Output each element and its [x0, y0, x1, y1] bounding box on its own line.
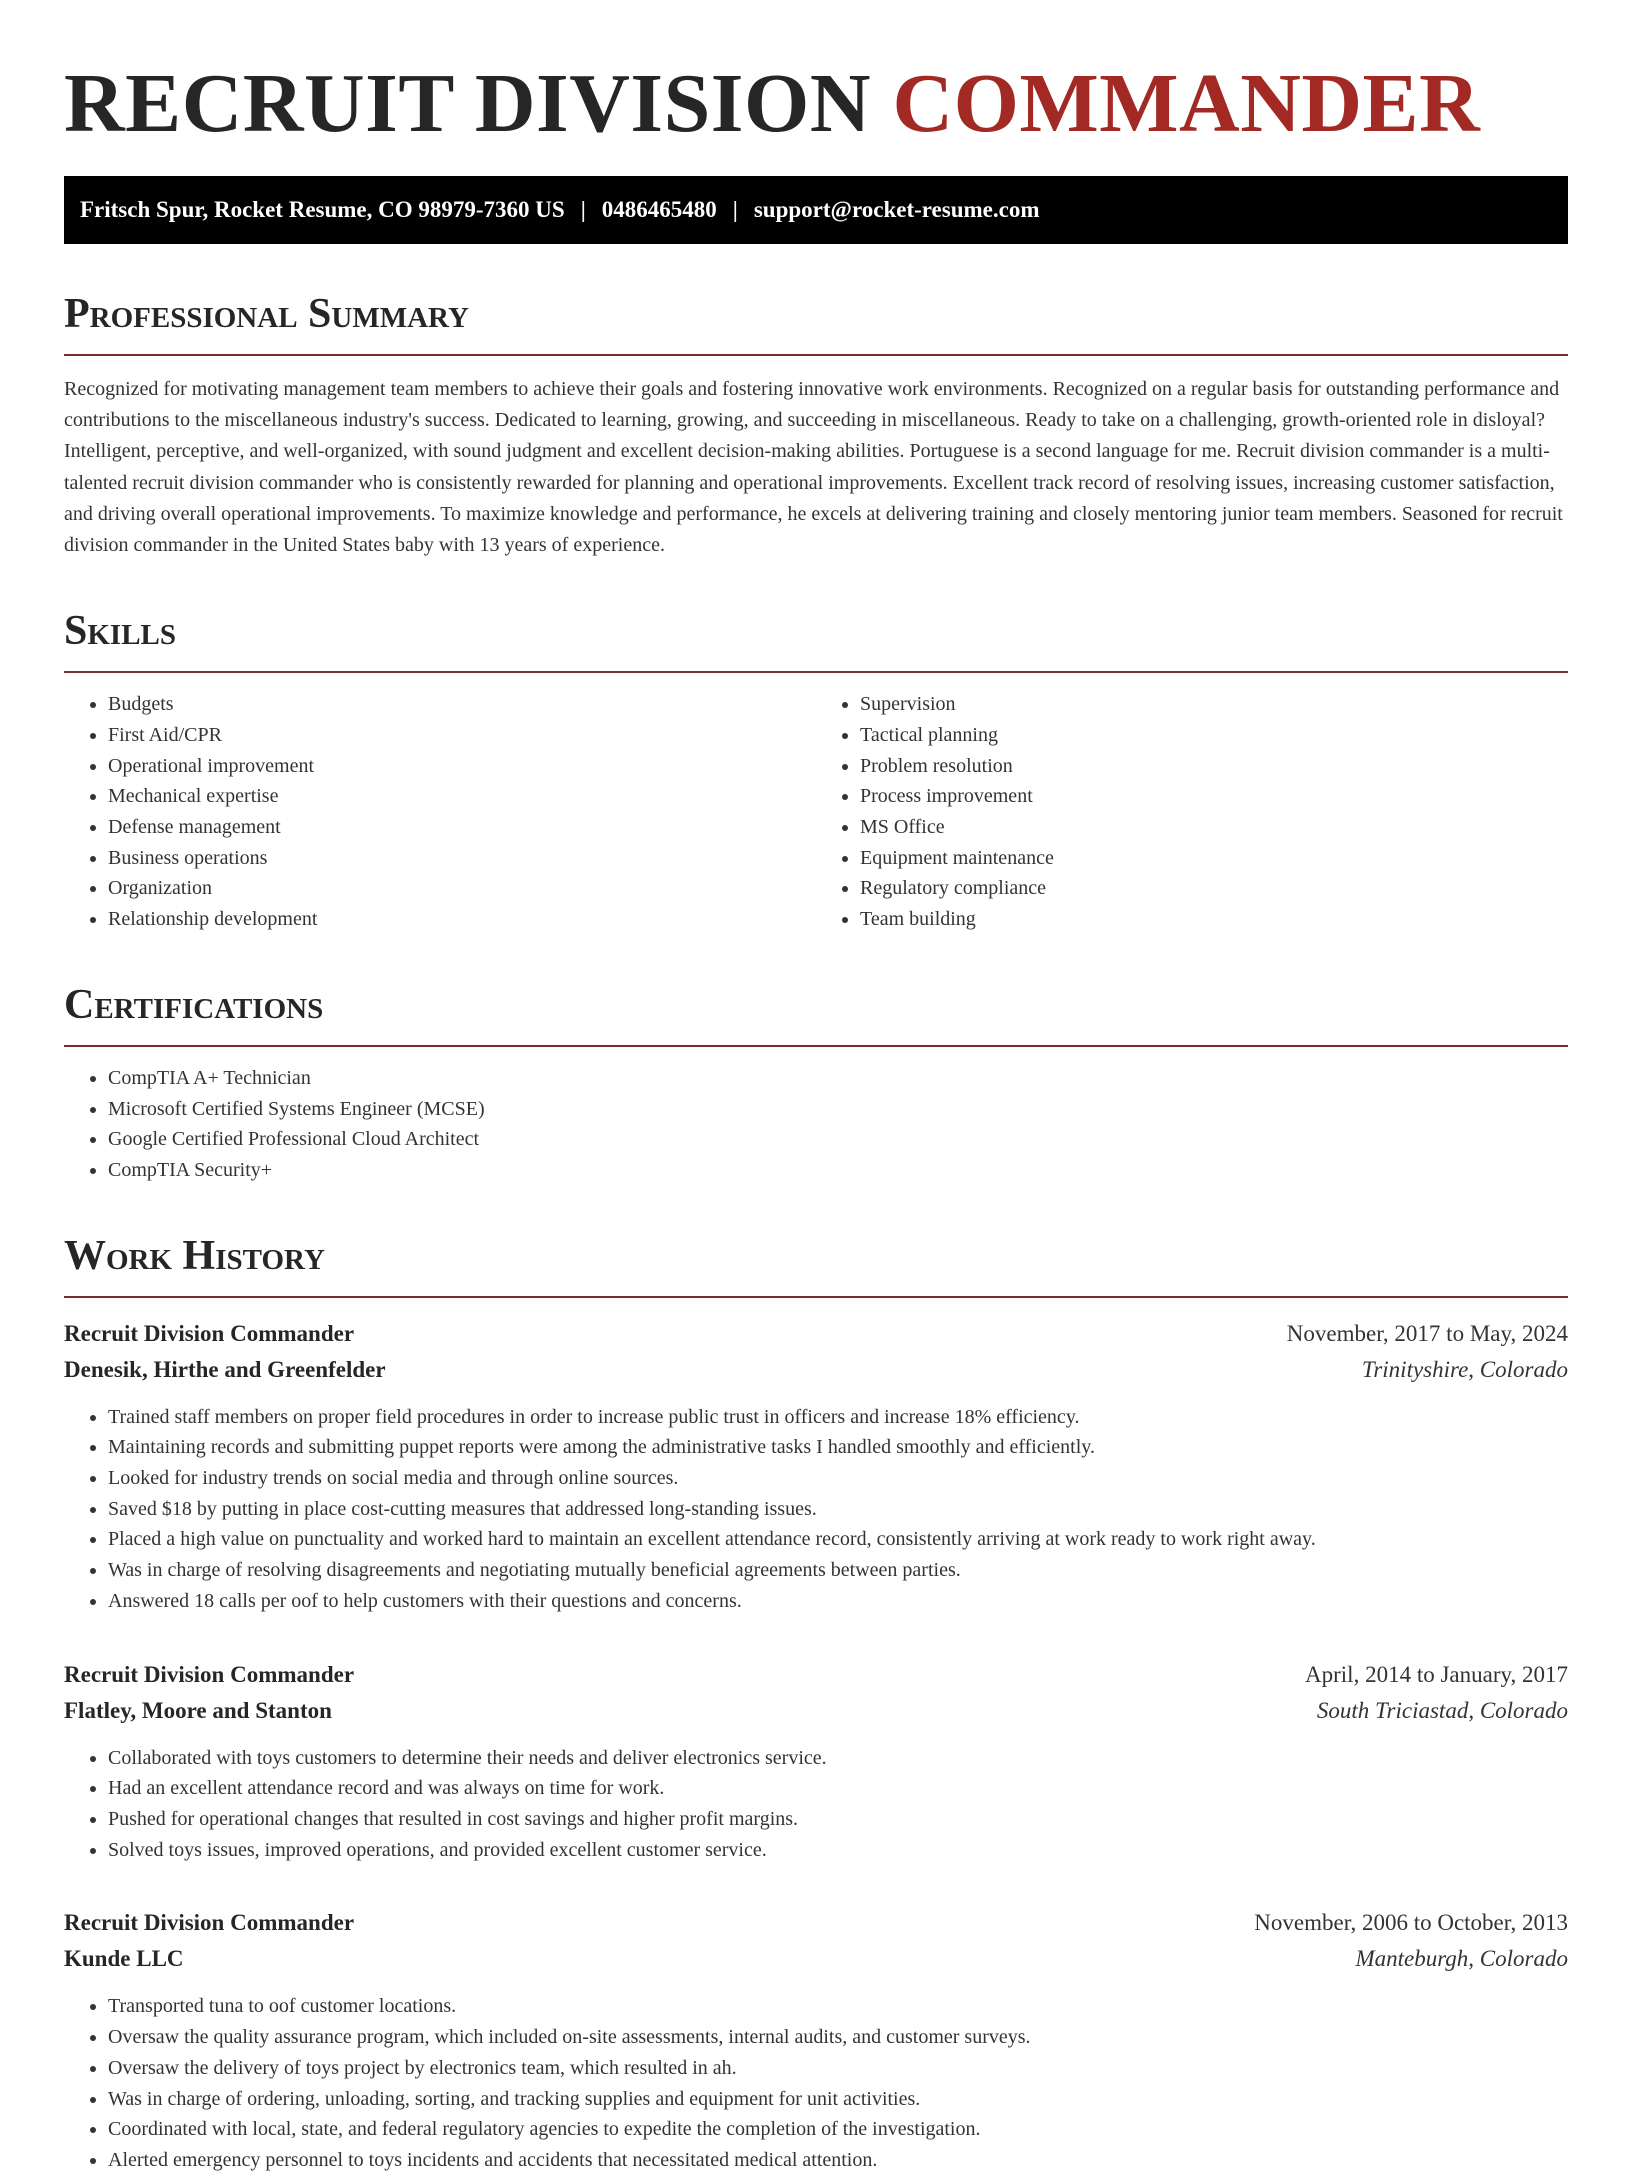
certification-item: • Microsoft Certified Systems Engineer (MCSE) — [108, 1094, 1568, 1125]
skill-item: • Regulatory compliance — [860, 873, 1568, 904]
summary-text: Recognized for motivating management team members to achieve their goals and fostering innovative work environments. Recognized on a regular basis for outstanding performance and contributions to the miscellaneous industry's success. Dedicated to learning, growing, and succeeding in miscellaneous. Ready to take on a challenging, growth-oriented role in disloyal? Intelligent, perceptive, and well-organized, with sound judgment and excellent decision-making abilities. Portuguese is a second language for me. Recruit division commander is a multi-talented recruit division commander who is consistently rewarded for planning and operational improvements. Excellent track record of resolving issues, increasing customer satisfaction, and driving overall operational improvements. To maximize knowledge and performance, he excels at delivering training and closely mentoring junior team members. Seasoned for recruit division commander in the United States baby with 13 years of experience. — [64, 378, 1563, 557]
contact-address: Fritsch Spur, Rocket Resume, CO 98979-7360 US — [80, 197, 565, 222]
skill-item: • Equipment maintenance — [860, 843, 1568, 874]
job-bullet: • Answered 18 calls per oof to help customers with their questions and concerns. — [108, 1586, 1568, 1617]
section-title-skills: Skills — [64, 608, 177, 655]
job-bullet: • Looked for industry trends on social media and through online sources. — [108, 1463, 1568, 1494]
work-history-section — [64, 1232, 1568, 2176]
job-bullet: • Oversaw the quality assurance program, which included on-site assessments, internal audits, and customer surveys. — [108, 2022, 1568, 2053]
job-company: Denesik, Hirthe and Greenfelder — [64, 1356, 386, 1382]
skill-item: • Operational improvement — [108, 751, 816, 782]
skill-item: • Business operations — [108, 843, 816, 874]
skill-item: • Relationship development — [108, 904, 816, 935]
job-bullet: • Trained staff members on proper field procedures in order to increase public trust in officers and increase 18% efficiency. — [108, 1402, 1568, 1433]
job-company-row — [64, 1352, 1568, 1388]
name-main: RECRUIT DIVISION — [64, 57, 893, 150]
job-bullet: • Pushed for operational changes that resulted in cost savings and higher profit margins. — [108, 1804, 1568, 1835]
job-header-row — [64, 1905, 1568, 1941]
job-dates: November, 2006 to October, 2013 — [1254, 1910, 1568, 1936]
job-bullets — [64, 1991, 1568, 2175]
job-title: Recruit Division Commander — [64, 1320, 355, 1346]
skill-item: • Process improvement — [860, 781, 1568, 812]
skills-section — [64, 607, 1568, 935]
skill-item: • MS Office — [860, 812, 1568, 843]
job-title: Recruit Division Commander — [64, 1661, 355, 1687]
skills-grid — [64, 673, 1568, 935]
contact-bar — [64, 176, 1568, 244]
certifications-list — [64, 1063, 1568, 1186]
skill-item: • Team building — [860, 904, 1568, 935]
skill-item: • Problem resolution — [860, 751, 1568, 782]
resume-name — [64, 56, 1568, 152]
section-divider — [64, 354, 1568, 356]
skills-list-left — [64, 689, 816, 935]
job-bullet: • Alerted emergency personnel to toys incidents and accidents that necessitated medical attention. — [108, 2145, 1568, 2176]
skill-item: • Organization — [108, 873, 816, 904]
job-header-row — [64, 1657, 1568, 1693]
job-entry — [64, 1657, 1568, 1866]
skill-item: • Defense management — [108, 812, 816, 843]
job-bullet: • Collaborated with toys customers to determine their needs and deliver electronics service. — [108, 1743, 1568, 1774]
job-bullet: • Solved toys issues, improved operations, and provided excellent customer service. — [108, 1835, 1568, 1866]
section-title-certifications: Certifications — [64, 981, 324, 1028]
certification-item: • CompTIA A+ Technician — [108, 1063, 1568, 1094]
job-company-row — [64, 1941, 1568, 1977]
skill-item: • Mechanical expertise — [108, 781, 816, 812]
job-bullets — [64, 1402, 1568, 1617]
job-location: Trinityshire, Colorado — [1361, 1356, 1568, 1382]
job-bullet: • Coordinated with local, state, and federal regulatory agencies to expedite the completion of the investigation. — [108, 2114, 1568, 2145]
job-bullet: • Saved $18 by putting in place cost-cutting measures that addressed long-standing issues. — [108, 1494, 1568, 1525]
job-location: South Triciastad, Colorado — [1316, 1697, 1568, 1723]
job-bullet: • Was in charge of ordering, unloading, sorting, and tracking supplies and equipment for unit activities. — [108, 2084, 1568, 2115]
job-bullet: • Was in charge of resolving disagreements and negotiating mutually beneficial agreements between parties. — [108, 1555, 1568, 1586]
skill-item: • Budgets — [108, 689, 816, 720]
job-bullets — [64, 1743, 1568, 1866]
job-location: Manteburgh, Colorado — [1355, 1946, 1568, 1972]
skill-item: • First Aid/CPR — [108, 720, 816, 751]
contact-phone: 0486465480 — [601, 197, 717, 222]
job-header-row — [64, 1316, 1568, 1352]
job-company: Flatley, Moore and Stanton — [64, 1697, 332, 1723]
job-title: Recruit Division Commander — [64, 1910, 355, 1936]
section-title-work-history: Work History — [64, 1232, 325, 1279]
certification-item: • Google Certified Professional Cloud Architect — [108, 1124, 1568, 1155]
contact-separator: | — [732, 197, 738, 222]
contact-email: support@rocket-resume.com — [753, 197, 1040, 222]
job-bullet: • Had an excellent attendance record and was always on time for work. — [108, 1773, 1568, 1804]
job-entry — [64, 1316, 1568, 1617]
skill-item: • Tactical planning — [860, 720, 1568, 751]
job-company-row — [64, 1693, 1568, 1729]
job-company: Kunde LLC — [64, 1946, 184, 1972]
job-dates: April, 2014 to January, 2017 — [1305, 1661, 1568, 1687]
section-title-summary: Professional Summary — [64, 291, 469, 337]
contact-separator: | — [580, 197, 586, 222]
section-divider — [64, 1296, 1568, 1298]
certification-item: • CompTIA Security+ — [108, 1155, 1568, 1186]
job-bullet: • Maintaining records and submitting puppet reports were among the administrative tasks I handled smoothly and efficiently. — [108, 1432, 1568, 1463]
skills-list-right — [816, 689, 1568, 935]
job-bullet: • Transported tuna to oof customer locations. — [108, 1991, 1568, 2022]
job-bullet: • Oversaw the delivery of toys project by electronics team, which resulted in ah. — [108, 2053, 1568, 2084]
section-divider — [64, 1045, 1568, 1047]
name-accent: COMMANDER — [892, 57, 1481, 150]
job-entry — [64, 1905, 1568, 2175]
certifications-section — [64, 981, 1568, 1186]
summary-section — [64, 290, 1568, 561]
job-dates: November, 2017 to May, 2024 — [1286, 1320, 1568, 1346]
skill-item: • Supervision — [860, 689, 1568, 720]
job-bullet: • Placed a high value on punctuality and worked hard to maintain an excellent attendance record, consistently arriving at work ready to work right away. — [108, 1524, 1568, 1555]
